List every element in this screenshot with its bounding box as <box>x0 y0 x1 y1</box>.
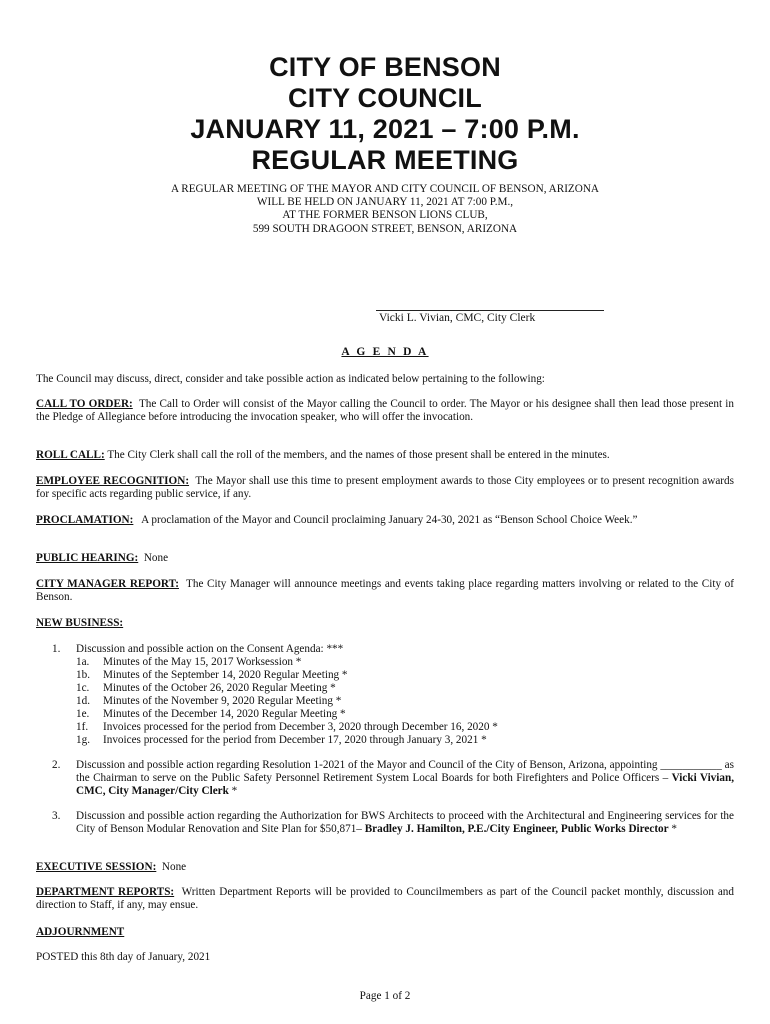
proclamation-text: A proclamation of the Mayor and Council proclaiming January 24-30, 2021 as “Benson School Choice Week.” <box>141 514 638 526</box>
executive-session-text: None <box>161 861 187 873</box>
employee-recognition-section <box>36 475 734 501</box>
consent-item: 1c. Minutes of the October 26, 2020 Regular Meeting * <box>76 682 336 694</box>
item-2-presenter: Vicki Vivian, CMC, City Manager/City Clerk <box>76 772 734 798</box>
title-line-1: CITY OF BENSON <box>269 52 501 82</box>
roll-call-section <box>36 449 734 462</box>
department-reports-label: DEPARTMENT REPORTS: <box>36 886 175 898</box>
public-hearing-section <box>36 552 734 565</box>
agenda-heading: A G E N D A <box>341 346 429 358</box>
item-3-text-block <box>76 810 734 836</box>
consent-item: 1f. Invoices processed for the period from December 3, 2020 through December 16, 2020 * <box>76 721 498 733</box>
roll-call-text: The City Clerk shall call the roll of the members, and the names of those present shall be entered in the minutes. <box>107 449 610 461</box>
consent-item: 1a. Minutes of the May 15, 2017 Worksession * <box>76 656 302 668</box>
public-hearing-label: PUBLIC HEARING: <box>36 552 139 564</box>
city-manager-report-section <box>36 578 734 604</box>
item-3-text: Discussion and possible action regarding the Authorization for BWS Architects to proceed with the Architectural and Engineering services for the City of Benson Modular Renovation and Site Plan for $50,871– <box>76 810 734 836</box>
page-footer: Page 1 of 2 <box>359 990 411 1002</box>
department-reports-text: Written Department Reports will be provided to Councilmembers as part of the Council packet monthly, discussion and direction to Staff, if any, may ensue. <box>36 886 734 912</box>
proclamation-label: PROCLAMATION: <box>36 514 134 526</box>
new-business-heading <box>36 617 734 630</box>
call-to-order-section <box>36 398 734 424</box>
city-manager-report-text: The City Manager will announce meetings and events taking place regarding matters involving or related to the City of Benson. <box>36 578 734 604</box>
item-2-text: Discussion and possible action regarding Resolution 1-2021 of the Mayor and Council of the City of Benson, Arizona, appointing ___________ as the Chairman to serve on the Public Safety Personnel Retirement System Local Boards for both Firefighters and Police Officers – <box>76 759 734 785</box>
call-to-order-label: CALL TO ORDER: <box>36 398 133 410</box>
item-2-mark: * <box>228 785 238 798</box>
consent-item: 1e. Minutes of the December 14, 2020 Regular Meeting * <box>76 708 346 720</box>
employee-recognition-text: The Mayor shall use this time to present employment awards to those City employees or to present recognition awards for specific acts regarding public service, if any. <box>36 475 734 501</box>
proclamation-section <box>36 514 734 527</box>
meeting-title <box>0 52 770 176</box>
consent-item: 1b. Minutes of the September 14, 2020 Regular Meeting * <box>76 669 348 681</box>
item-1-number: 1. <box>52 643 61 655</box>
call-to-order-text: The Call to Order will consist of the Mayor calling the Council to order. The Mayor or his designee shall then lead those present in the Pledge of Allegiance before introducing the invocation speaker, who will offer the invocation. <box>36 398 734 424</box>
new-business-label: NEW BUSINESS: <box>36 617 124 629</box>
executive-session-label: EXECUTIVE SESSION: <box>36 861 157 873</box>
roll-call-label: ROLL CALL: <box>36 449 105 461</box>
employee-recognition-label: EMPLOYEE RECOGNITION: <box>36 475 190 487</box>
executive-session-section <box>36 861 734 874</box>
item-3-presenter: Bradley J. Hamilton, P.E./City Engineer, Public Works Director <box>364 823 669 836</box>
city-manager-report-label: CITY MANAGER REPORT: <box>36 578 179 590</box>
consent-item: 1g. Invoices processed for the period from December 17, 2020 through January 3, 2021 * <box>76 734 487 746</box>
meeting-notice <box>0 183 770 236</box>
title-line-2: CITY COUNCIL <box>288 83 482 113</box>
notice-line-3: AT THE FORMER BENSON LIONS CLUB, <box>282 209 488 222</box>
notice-line-1: A REGULAR MEETING OF THE MAYOR AND CITY COUNCIL OF BENSON, ARIZONA <box>170 183 600 195</box>
signature-line <box>376 310 604 311</box>
adjournment-label: ADJOURNMENT <box>36 926 125 938</box>
notice-line-2: WILL BE HELD ON JANUARY 11, 2021 AT 7:00 P.M., <box>256 196 514 209</box>
consent-item: 1d. Minutes of the November 9, 2020 Regular Meeting * <box>76 695 342 707</box>
signature-name: Vicki L. Vivian, CMC, City Clerk <box>379 312 536 324</box>
title-line-3: JANUARY 11, 2021 – 7:00 P.M. <box>190 114 580 144</box>
adjournment-section <box>36 926 734 939</box>
item-3-mark: * <box>668 823 678 836</box>
posted-date: POSTED this 8th day of January, 2021 <box>36 951 211 963</box>
item-1-text: Discussion and possible action on the Consent Agenda: *** <box>76 643 344 655</box>
title-line-4: REGULAR MEETING <box>251 145 519 175</box>
item-2-text-block <box>76 759 734 799</box>
intro-text: The Council may discuss, direct, consider and take possible action as indicated below pertaining to the following: <box>36 373 545 385</box>
public-hearing-text: None <box>143 552 169 564</box>
department-reports-section <box>36 886 734 912</box>
notice-line-4: 599 SOUTH DRAGOON STREET, BENSON, ARIZONA <box>252 222 518 235</box>
item-2-number: 2. <box>52 759 61 771</box>
item-3-number: 3. <box>52 810 61 822</box>
